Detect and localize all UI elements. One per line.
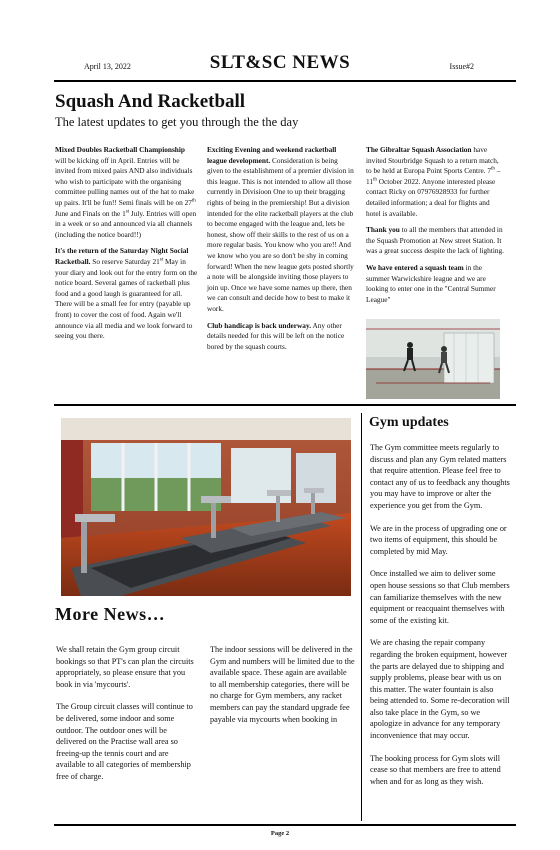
- league-development-paragraph: Exciting Evening and weekend racketball league development. Consideration is being given to the establishment of a premier division in this league. This is not intended to allow all those currently in Divisioon One to up their bragging rights of being in the premiership! But a division intended for the elite racketball players at the club to become engaged with the league and, lets be honest, show off their skills to the rest of us on a more regular basis. You know who you are!! And we know who you are so don't be shy in coming forward! When the new league gets posted shortly a note will be alongside inviting those players to join up. Once we have some names up there, then we can consult and decide how to best to make it work.: [207, 145, 354, 313]
- squash-court-photo: [366, 319, 500, 399]
- issue-number: Issue#2: [449, 62, 474, 71]
- more-news-column-2: [210, 644, 355, 736]
- squash-column-2: [207, 145, 355, 358]
- club-handicap-paragraph: Club handicap is back underway. Any other details needed for this will be left on the notice bored by the squash courts.: [207, 320, 345, 351]
- squash-section-title: Squash And Racketball: [55, 91, 246, 112]
- more-news-title: More News…: [55, 604, 166, 624]
- more-news-column-1: [56, 644, 196, 794]
- gibraltar-paragraph: The Gibraltar Squash Association have invited Stourbridge Squash to a return match, to be held at Europa Point Sports Centre. 7th – 11th October 2022. Anyone interested please contact Ricky on 07976928933 for further detailed information; a deal for flights and hotel is available.: [366, 145, 501, 218]
- gym-updates-column: [370, 442, 510, 798]
- gym-updates-title: Gym updates: [369, 415, 449, 430]
- squash-column-1: [55, 145, 198, 348]
- header-rule: [54, 80, 516, 82]
- thank-you-paragraph: Thank you to all the members that attended in the Squash Promotion at New street Station. It was a great success despite the lack of lighting.: [366, 225, 504, 256]
- squash-team-paragraph: We have entered a squash team in the summer Warwickshire league and we are looking to enter one in the "Central Summer League": [366, 262, 496, 304]
- gym-paragraph: We are in the process of upgrading one or two items of equipment, this should be completed by mid May.: [370, 523, 507, 556]
- gym-paragraph: The Gym committee meets regularly to discuss and plan any Gym related matters that require attention. Please feel free to contact any of us to feedback any thoughts you may have to improve or alter the experience you get from the Gym.: [370, 443, 510, 510]
- footer-rule: [54, 824, 516, 826]
- issue-date: April 13, 2022: [84, 62, 131, 71]
- newsletter-title: SLT&SC NEWS: [209, 52, 351, 73]
- squash-section-subtitle: The latest updates to get you through the the day: [55, 115, 299, 129]
- more-news-paragraph: We shall retain the Gym group circuit bookings so that PT's can plan the circuits appropriately, so please ensure that you book in via 'mycourts'.: [56, 645, 194, 689]
- section-divider-rule: [54, 404, 516, 406]
- more-news-paragraph: The Group circuit classes will continue to be delivered, some indoor and some outdoor. The outdoor ones will be delivered on the Practise wall area so freeing-up the tennis court and are available to all categories of membership free of charge.: [56, 702, 193, 781]
- gym-paragraph: The booking process for Gym slots will cease so that members are free to attend when and for as long as they wish.: [370, 753, 501, 786]
- social-racketball-paragraph: It's the return of the Saturday Night Social Racketball. So reserve Saturday 21st May in your diary and look out for the entry form on the notice board. Several games of racketball plus food and a good laugh is guaranteed for all. There will be a small fee for entry (payable up front) to cover the cost of food. Again we'll announce via all media and we look forward to seeing you there.: [55, 246, 198, 341]
- page-number: Page 2: [270, 830, 290, 837]
- gym-paragraph: We are chasing the repair company regarding the broken equipment, however the parts are delayed due to shipping and supply problems, please bear with us on this matter. The water fountain is also being attended to. Some re-decoration will also take place in the Gym, so we apologize in advance for any temporary inconvenience that may occur.: [370, 638, 510, 741]
- more-news-paragraph: The indoor sessions will be delivered in the Gym and numbers will be limited due to the available space. These again are available to all membership categories, there will be no charge for Gym members, any racket members can pay the standard upgrade fee payable via mycourts when booking in: [210, 645, 355, 724]
- squash-column-3: [366, 145, 506, 311]
- gym-treadmills-photo: [61, 418, 351, 596]
- gym-paragraph: Once installed we aim to deliver some open house sessions so that Club members can familiarize themselves with the new equipment or reacquaint themselves with some of the existing kit.: [370, 569, 510, 625]
- doubles-championship-paragraph: Mixed Doubles Racketball Championship will be kicking off in April. Entries will be invited from mixed pairs AND also individuals who wish to participate with the organising committee pulling names out of the hat to make up pairs. It'll be fun!! Semi finals will be on 27th June and Finals on the 1st July. Entries will open in a week or so and announced via all channels (including the notice board!!): [55, 145, 197, 239]
- column-divider-rule: [361, 413, 362, 821]
